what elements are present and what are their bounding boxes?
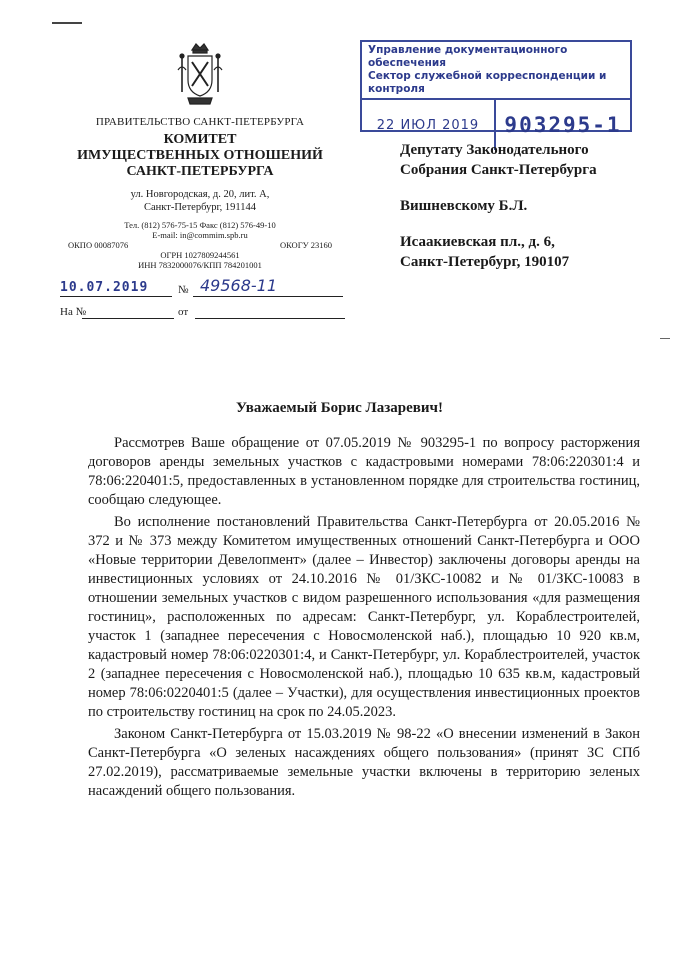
email: E-mail: in@commim.spb.ru [152, 230, 248, 240]
coat-of-arms-icon [170, 40, 230, 110]
reference-line [60, 306, 290, 322]
outgoing-registration [60, 276, 290, 300]
outgoing-number: 49568-11 [200, 276, 278, 295]
fold-mark [660, 338, 670, 339]
incoming-stamp [360, 40, 632, 137]
ref-number-label: На № [60, 306, 87, 318]
date-underline [60, 296, 172, 297]
committee-name [60, 132, 340, 180]
committee-line: ИМУЩЕСТВЕННЫХ ОТНОШЕНИЙ [77, 148, 323, 163]
government-name: ПРАВИТЕЛЬСТВО САНКТ-ПЕТЕРБУРГА [95, 116, 305, 128]
committee-line: КОМИТЕТ [163, 132, 237, 147]
committee-line: САНКТ-ПЕТЕРБУРГА [126, 164, 274, 179]
addressee-block [400, 140, 660, 272]
stamp-header [362, 42, 630, 100]
salutation: Уважаемый Борис Лазаревич! [236, 400, 443, 416]
sender-address [60, 188, 340, 214]
address-line: Санкт-Петербург, 191144 [144, 202, 256, 213]
addressee-address: Санкт-Петербург, 190107 [400, 254, 570, 270]
address-line: ул. Новгородская, д. 20, лит. А, [130, 189, 270, 200]
outgoing-date: 10.07.2019 [60, 280, 149, 295]
okpo: ОКПО 00087076 [68, 240, 129, 250]
ref-from-label: от [178, 306, 189, 318]
sender-block [60, 40, 340, 270]
phone-fax: Тел. (812) 576-75-15 Факс (812) 576-49-10 [124, 220, 276, 230]
addressee-address: Исаакиевская пл., д. 6, [400, 234, 555, 250]
stamp-date: 22 ИЮЛ 2019 [362, 100, 496, 150]
addressee-title: Собрания Санкт-Петербурга [400, 162, 597, 178]
stamp-line: Сектор служебной корреспонденции и контроля [368, 70, 607, 95]
ref-number-underline [82, 318, 174, 319]
number-label: № [178, 284, 189, 296]
addressee-title: Депутату Законодательного [400, 142, 589, 158]
addressee-name: Вишневскому Б.Л. [400, 198, 528, 214]
paragraph: Законом Санкт-Петербурга от 15.03.2019 № 98-22 «О внесении изменений в Закон Санкт-Петербурга «О зеленых насаждениях общего пользования» (принят ЗС СПб 27.02.2019), рассматриваемые земельные участки включены в территорию зеленых насаждений общего пользования. [88, 726, 640, 799]
ogrn: ОГРН 1027809244561 [160, 250, 240, 260]
inn-kpp: ИНН 7832000076/КПП 784201001 [138, 260, 262, 270]
paragraph: Во исполнение постановлений Правительства Санкт-Петербурга от 20.05.2016 № 372 и № 373 между Комитетом имущественных отношений Санкт-Петербурга и ООО «Новые территории Девелопмент» (далее – Инвестор) заключены договоры аренды на инвестиционных условиях от 24.10.2016 № 01/ЗКС-10082 и № 01/ЗКС-10083 в отношении земельных участков с видом разрешенного использования «для размещения гостиниц», расположенных по адресам: Санкт-Петербург, ул. Кораблестроителей, участок 1 (западнее пересечения с Новосмоленской наб.), площадью 10 920 кв.м, кадастровый номер 78:06:0220301:4, и Санкт-Петербург, ул. Кораблестроителей, участок 2 (западнее пересечения с Новосмоленской наб.), площадью 10 635 кв.м, кадастровый номер 78:06:0220401:5 (далее – Участки), для осуществления инвестиционных проектов по строительству гостиниц на срок по 24.05.2023. [88, 514, 640, 720]
paragraph: Рассмотрев Ваше обращение от 07.05.2019 № 903295-1 по вопросу расторжения договоров аренды земельных участков с кадастровыми номерами 78:06:220301:4 и 78:06:220401:5, предоставленных в установленном порядке для строительства гостиниц, сообщаю следующее. [88, 435, 640, 508]
okogu: ОКОГУ 23160 [279, 240, 332, 250]
ref-from-underline [195, 318, 345, 319]
letter-body [88, 434, 640, 804]
stamp-line: Управление документационного обеспечения [368, 44, 568, 69]
scan-mark [52, 22, 82, 24]
okpo-okogu-row [60, 240, 340, 250]
number-underline [193, 296, 343, 297]
stamp-number: 903295-1 [504, 113, 622, 137]
